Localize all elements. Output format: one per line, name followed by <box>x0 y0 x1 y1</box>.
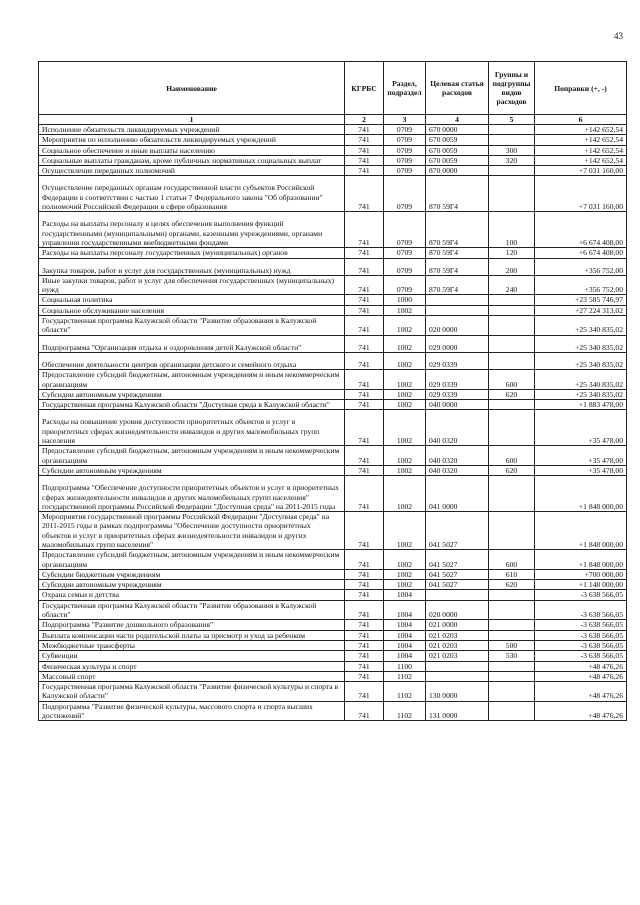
row-group: 610 <box>489 569 535 579</box>
row-section: 0709 <box>384 155 426 165</box>
row-group <box>489 512 535 550</box>
row-section: 1000 <box>384 295 426 305</box>
column-number: 2 <box>345 115 384 125</box>
row-name: Физическая культура и спорт <box>39 661 345 671</box>
row-kgrbs: 741 <box>345 155 384 165</box>
row-name: Расходы на выплаты персоналу в целях обеспечения выполнения функций государственными (муниципальными) органами, казенными учреждениями, органами управления государственными внебюджетными фондами <box>39 212 345 248</box>
row-target: 870 59Г4 <box>426 176 489 212</box>
row-kgrbs: 741 <box>345 661 384 671</box>
row-target: 029 0339 <box>426 389 489 399</box>
row-amount: +1 848 000,00 <box>535 476 627 512</box>
row-amount: +6 674 408,00 <box>535 248 627 258</box>
row-kgrbs: 741 <box>345 580 384 590</box>
budget-table <box>38 61 627 721</box>
row-amount: -3 638 566,05 <box>535 590 627 600</box>
row-kgrbs: 741 <box>345 212 384 248</box>
row-name: Массовый спорт <box>39 671 345 681</box>
row-name: Подпрограмма "Развитие дошкольного образования" <box>39 620 345 630</box>
row-amount: +356 752,00 <box>535 275 627 295</box>
row-amount: -3 638 566,05 <box>535 640 627 650</box>
row-name: Субсидии автономным учреждениям <box>39 465 345 475</box>
row-kgrbs: 741 <box>345 176 384 212</box>
row-section: 1002 <box>384 550 426 570</box>
row-amount: +1 883 478,00 <box>535 400 627 410</box>
row-amount: -3 638 566,05 <box>535 620 627 630</box>
row-section: 1002 <box>384 400 426 410</box>
row-group <box>489 682 535 702</box>
row-target: 021 0203 <box>426 630 489 640</box>
row-name: Выплата компенсации части родительской платы за присмотр и уход за ребенком <box>39 630 345 640</box>
table-row <box>39 275 627 295</box>
row-group: 600 <box>489 370 535 390</box>
row-target: 021 0000 <box>426 620 489 630</box>
row-kgrbs: 741 <box>345 512 384 550</box>
header-section: Раздел, подраздел <box>384 62 426 115</box>
row-name: Социальные выплаты гражданам, кроме публичных нормативных социальных выплат <box>39 155 345 165</box>
row-target: 670 0059 <box>426 155 489 165</box>
table-row <box>39 476 627 512</box>
row-amount: +48 476,26 <box>535 671 627 681</box>
row-group <box>489 400 535 410</box>
table-row <box>39 671 627 681</box>
row-target: 870 59Г4 <box>426 212 489 248</box>
row-amount: +142 652,54 <box>535 135 627 145</box>
row-kgrbs: 741 <box>345 352 384 369</box>
row-name: Предоставление субсидий бюджетным, автономным учреждениям и иным некоммерческим организациям <box>39 370 345 390</box>
row-group <box>489 135 535 145</box>
table-row <box>39 258 627 275</box>
row-name: Расходы на повышение уровня доступности приоритетных объектов и услуг в приоритетных сферах жизнедеятельности инвалидов и других маломобильных групп населения <box>39 410 345 446</box>
row-name: Охрана семьи и детства <box>39 590 345 600</box>
row-group <box>489 661 535 671</box>
row-group <box>489 410 535 446</box>
table-row <box>39 176 627 212</box>
row-amount: +7 031 160,00 <box>535 166 627 176</box>
row-name: Предоставление субсидий бюджетным, автономным учреждениям и иным некоммерческим организациям <box>39 446 345 466</box>
row-group <box>489 671 535 681</box>
row-section: 1002 <box>384 410 426 446</box>
row-group: 620 <box>489 465 535 475</box>
row-group <box>489 335 535 352</box>
row-group <box>489 600 535 620</box>
row-section: 0709 <box>384 248 426 258</box>
row-group <box>489 305 535 315</box>
row-kgrbs: 741 <box>345 370 384 390</box>
row-target: 670 0059 <box>426 145 489 155</box>
header-target: Целевая статья расходов <box>426 62 489 115</box>
row-kgrbs: 741 <box>345 389 384 399</box>
table-row <box>39 630 627 640</box>
table-row <box>39 701 627 721</box>
row-section: 1100 <box>384 661 426 671</box>
table-row <box>39 166 627 176</box>
row-target <box>426 661 489 671</box>
header-groups: Группы и подгруппы видов расходов <box>489 62 535 115</box>
row-target: 041 0000 <box>426 476 489 512</box>
row-kgrbs: 741 <box>345 550 384 570</box>
row-amount: +1 148 000,00 <box>535 580 627 590</box>
header-kgrbs: КГРБС <box>345 62 384 115</box>
row-section: 1002 <box>384 569 426 579</box>
row-section: 1002 <box>384 512 426 550</box>
row-name: Государственная программа Калужской области "Развитие образования в Калужской области" <box>39 316 345 336</box>
row-section: 0709 <box>384 258 426 275</box>
row-group <box>489 620 535 630</box>
header-amendments: Поправки (+, -) <box>535 62 627 115</box>
row-group <box>489 125 535 135</box>
row-name: Обеспечение деятельности центров организации детского и семейного отдыха <box>39 352 345 369</box>
row-section: 1002 <box>384 476 426 512</box>
row-kgrbs: 741 <box>345 400 384 410</box>
row-kgrbs: 741 <box>345 166 384 176</box>
row-target: 041 5027 <box>426 569 489 579</box>
row-target: 020 0000 <box>426 600 489 620</box>
row-target <box>426 305 489 315</box>
row-kgrbs: 741 <box>345 671 384 681</box>
row-name: Мероприятия государственной программы Российской Федерации "Доступная среда" на 2011-2015 годы в рамках подпрограммы "Обеспечение доступности приоритетных объектов и услуг в приоритетных сферах жизнедеятельности инвалидов и других маломобильных групп населения" <box>39 512 345 550</box>
row-name: Межбюджетные трансферты <box>39 640 345 650</box>
row-name: Предоставление субсидий бюджетным, автономным учреждениям и иным некоммерческим организациям <box>39 550 345 570</box>
row-kgrbs: 741 <box>345 701 384 721</box>
header-row <box>39 62 627 115</box>
row-amount: +6 674 408,00 <box>535 212 627 248</box>
row-group <box>489 590 535 600</box>
row-target: 041 5027 <box>426 512 489 550</box>
page-number: 43 <box>614 31 623 41</box>
row-kgrbs: 741 <box>345 295 384 305</box>
row-group: 240 <box>489 275 535 295</box>
table-row <box>39 400 627 410</box>
table-row <box>39 600 627 620</box>
row-amount: +356 752,00 <box>535 258 627 275</box>
row-kgrbs: 741 <box>345 410 384 446</box>
row-target: 870 0000 <box>426 166 489 176</box>
table-row <box>39 212 627 248</box>
row-kgrbs: 741 <box>345 145 384 155</box>
column-number: 1 <box>39 115 345 125</box>
table-row <box>39 651 627 661</box>
row-section: 0709 <box>384 212 426 248</box>
row-kgrbs: 741 <box>345 248 384 258</box>
row-section: 1102 <box>384 671 426 681</box>
row-group: 530 <box>489 651 535 661</box>
row-group <box>489 295 535 305</box>
row-section: 1004 <box>384 630 426 640</box>
row-kgrbs: 741 <box>345 600 384 620</box>
row-amount: +48 476,26 <box>535 661 627 671</box>
row-target: 020 0000 <box>426 316 489 336</box>
row-group: 620 <box>489 580 535 590</box>
row-group: 600 <box>489 550 535 570</box>
row-group <box>489 476 535 512</box>
row-kgrbs: 741 <box>345 620 384 630</box>
row-amount: -3 638 566,05 <box>535 600 627 620</box>
row-name: Закупка товаров, работ и услуг для государственных (муниципальных) нужд <box>39 258 345 275</box>
table-row <box>39 135 627 145</box>
row-group: 320 <box>489 155 535 165</box>
row-section: 0709 <box>384 176 426 212</box>
row-name: Государственная программа Калужской области "Развитие физической культуры и спорта в Калужской области" <box>39 682 345 702</box>
column-number: 4 <box>426 115 489 125</box>
row-target: 040 0320 <box>426 410 489 446</box>
row-section: 1002 <box>384 352 426 369</box>
row-target: 041 5027 <box>426 550 489 570</box>
table-row <box>39 620 627 630</box>
row-section: 1102 <box>384 701 426 721</box>
row-name: Иные закупки товаров, работ и услуг для обеспечения государственных (муниципальных) нужд <box>39 275 345 295</box>
table-row <box>39 316 627 336</box>
row-name: Социальная политика <box>39 295 345 305</box>
column-number: 6 <box>535 115 627 125</box>
row-target: 130 0000 <box>426 682 489 702</box>
row-target: 041 5027 <box>426 580 489 590</box>
row-section: 1102 <box>384 682 426 702</box>
row-name: Социальное обеспечение и иные выплаты населению <box>39 145 345 155</box>
row-name: Государственная программа Калужской области "Доступная среда в Калужской области" <box>39 400 345 410</box>
row-target: 029 0339 <box>426 352 489 369</box>
row-kgrbs: 741 <box>345 630 384 640</box>
row-kgrbs: 741 <box>345 305 384 315</box>
row-section: 0709 <box>384 135 426 145</box>
row-section: 1004 <box>384 640 426 650</box>
table-row <box>39 640 627 650</box>
row-target: 670 0059 <box>426 135 489 145</box>
row-name: Расходы на выплаты персоналу государственных (муниципальных) органов <box>39 248 345 258</box>
row-kgrbs: 741 <box>345 682 384 702</box>
row-name: Осуществление переданных органам государственной власти субъектов Российской Федерации в соответствии с частью 1 статьи 7 Федерального закона "Об образовании" полномочий Российской Федерации в сфере образования <box>39 176 345 212</box>
column-number: 3 <box>384 115 426 125</box>
row-amount: +1 848 000,00 <box>535 550 627 570</box>
table-row <box>39 410 627 446</box>
row-target: 870 59Г4 <box>426 248 489 258</box>
table-row <box>39 590 627 600</box>
row-target: 040 0000 <box>426 400 489 410</box>
row-name: Мероприятия по исполнению обязательств ликвидируемых учреждений <box>39 135 345 145</box>
table-row <box>39 389 627 399</box>
row-kgrbs: 741 <box>345 275 384 295</box>
table-row <box>39 550 627 570</box>
row-target: 040 0320 <box>426 465 489 475</box>
row-section: 1004 <box>384 590 426 600</box>
row-name: Исполнение обязательств ликвидируемых учреждений <box>39 125 345 135</box>
row-amount: +25 340 835,02 <box>535 389 627 399</box>
row-kgrbs: 741 <box>345 569 384 579</box>
row-amount: -3 638 566,05 <box>535 651 627 661</box>
row-target: 029 0339 <box>426 370 489 390</box>
row-target: 670 0000 <box>426 125 489 135</box>
row-amount: +27 224 313,02 <box>535 305 627 315</box>
row-amount: +25 340 835,02 <box>535 370 627 390</box>
table-row <box>39 682 627 702</box>
row-group: 500 <box>489 640 535 650</box>
row-group <box>489 630 535 640</box>
row-kgrbs: 741 <box>345 446 384 466</box>
table-row <box>39 295 627 305</box>
row-name: Субсидии автономным учреждениям <box>39 389 345 399</box>
row-section: 1002 <box>384 335 426 352</box>
row-amount: +142 652,54 <box>535 145 627 155</box>
row-group: 200 <box>489 258 535 275</box>
table-row <box>39 125 627 135</box>
row-group <box>489 352 535 369</box>
column-number-row <box>39 115 627 125</box>
row-group <box>489 316 535 336</box>
row-section: 1002 <box>384 370 426 390</box>
row-group: 300 <box>489 145 535 155</box>
row-amount: +7 031 160,00 <box>535 176 627 212</box>
row-amount: +25 340 835,02 <box>535 352 627 369</box>
row-name: Подпрограмма "Организация отдыха и оздоровления детей Калужской области" <box>39 335 345 352</box>
table-row <box>39 661 627 671</box>
row-kgrbs: 741 <box>345 135 384 145</box>
row-amount: +48 476,26 <box>535 682 627 702</box>
row-amount: -3 638 566,05 <box>535 630 627 640</box>
table-row <box>39 352 627 369</box>
row-amount: +23 585 746,97 <box>535 295 627 305</box>
table-row <box>39 512 627 550</box>
row-kgrbs: 741 <box>345 640 384 650</box>
row-kgrbs: 741 <box>345 590 384 600</box>
row-section: 0709 <box>384 275 426 295</box>
row-target: 131 0000 <box>426 701 489 721</box>
row-amount: +35 478,00 <box>535 465 627 475</box>
table-row <box>39 446 627 466</box>
row-target: 029 0000 <box>426 335 489 352</box>
row-section: 1004 <box>384 651 426 661</box>
table-row <box>39 248 627 258</box>
row-name: Государственная программа Калужской области "Развитие образования в Калужской области" <box>39 600 345 620</box>
row-name: Субсидии автономным учреждениям <box>39 580 345 590</box>
table-row <box>39 569 627 579</box>
row-section: 0709 <box>384 145 426 155</box>
row-amount: +142 652,54 <box>535 155 627 165</box>
row-amount: +1 848 000,00 <box>535 512 627 550</box>
row-group <box>489 176 535 212</box>
row-target: 870 59Г4 <box>426 258 489 275</box>
row-name: Субвенции <box>39 651 345 661</box>
column-number: 5 <box>489 115 535 125</box>
row-section: 1002 <box>384 316 426 336</box>
row-name: Подпрограмма "Развитие физической культуры, массового спорта и спорта высших достижений" <box>39 701 345 721</box>
row-kgrbs: 741 <box>345 258 384 275</box>
row-target: 021 0203 <box>426 640 489 650</box>
row-section: 0709 <box>384 166 426 176</box>
row-kgrbs: 741 <box>345 651 384 661</box>
row-target <box>426 295 489 305</box>
row-name: Социальное обслуживание населения <box>39 305 345 315</box>
row-group: 600 <box>489 446 535 466</box>
row-group: 120 <box>489 248 535 258</box>
row-name: Субсидии бюджетным учреждениям <box>39 569 345 579</box>
row-amount: +25 340 835,02 <box>535 316 627 336</box>
row-section: 1004 <box>384 600 426 620</box>
row-section: 1002 <box>384 389 426 399</box>
row-kgrbs: 741 <box>345 316 384 336</box>
row-kgrbs: 741 <box>345 335 384 352</box>
table-row <box>39 370 627 390</box>
row-target: 040 0320 <box>426 446 489 466</box>
row-group <box>489 166 535 176</box>
table-row <box>39 145 627 155</box>
table-row <box>39 580 627 590</box>
row-target <box>426 671 489 681</box>
row-target: 021 0203 <box>426 651 489 661</box>
table-row <box>39 155 627 165</box>
table-row <box>39 335 627 352</box>
row-section: 1002 <box>384 305 426 315</box>
row-section: 1002 <box>384 446 426 466</box>
row-target: 870 59Г4 <box>426 275 489 295</box>
row-section: 0709 <box>384 125 426 135</box>
row-name: Осуществление переданных полномочий <box>39 166 345 176</box>
table-row <box>39 305 627 315</box>
row-amount: +25 340 835,02 <box>535 335 627 352</box>
row-amount: +35 478,00 <box>535 446 627 466</box>
table-row <box>39 465 627 475</box>
row-amount: +700 000,00 <box>535 569 627 579</box>
row-amount: +142 652,54 <box>535 125 627 135</box>
row-name: Подпрограмма "Обеспечение доступности приоритетных объектов и услуг в приоритетных сферах жизнедеятельности инвалидов и других маломобильных групп населения" государственной программы Российской Федерации "Доступная среда" на 2011-2015 годы <box>39 476 345 512</box>
row-kgrbs: 741 <box>345 476 384 512</box>
row-amount: +48 476,26 <box>535 701 627 721</box>
row-amount: +35 478,00 <box>535 410 627 446</box>
header-name: Наименование <box>39 62 345 115</box>
row-section: 1004 <box>384 620 426 630</box>
row-group: 100 <box>489 212 535 248</box>
row-group: 620 <box>489 389 535 399</box>
row-kgrbs: 741 <box>345 465 384 475</box>
row-section: 1002 <box>384 580 426 590</box>
row-target <box>426 590 489 600</box>
row-section: 1002 <box>384 465 426 475</box>
row-kgrbs: 741 <box>345 125 384 135</box>
row-group <box>489 701 535 721</box>
